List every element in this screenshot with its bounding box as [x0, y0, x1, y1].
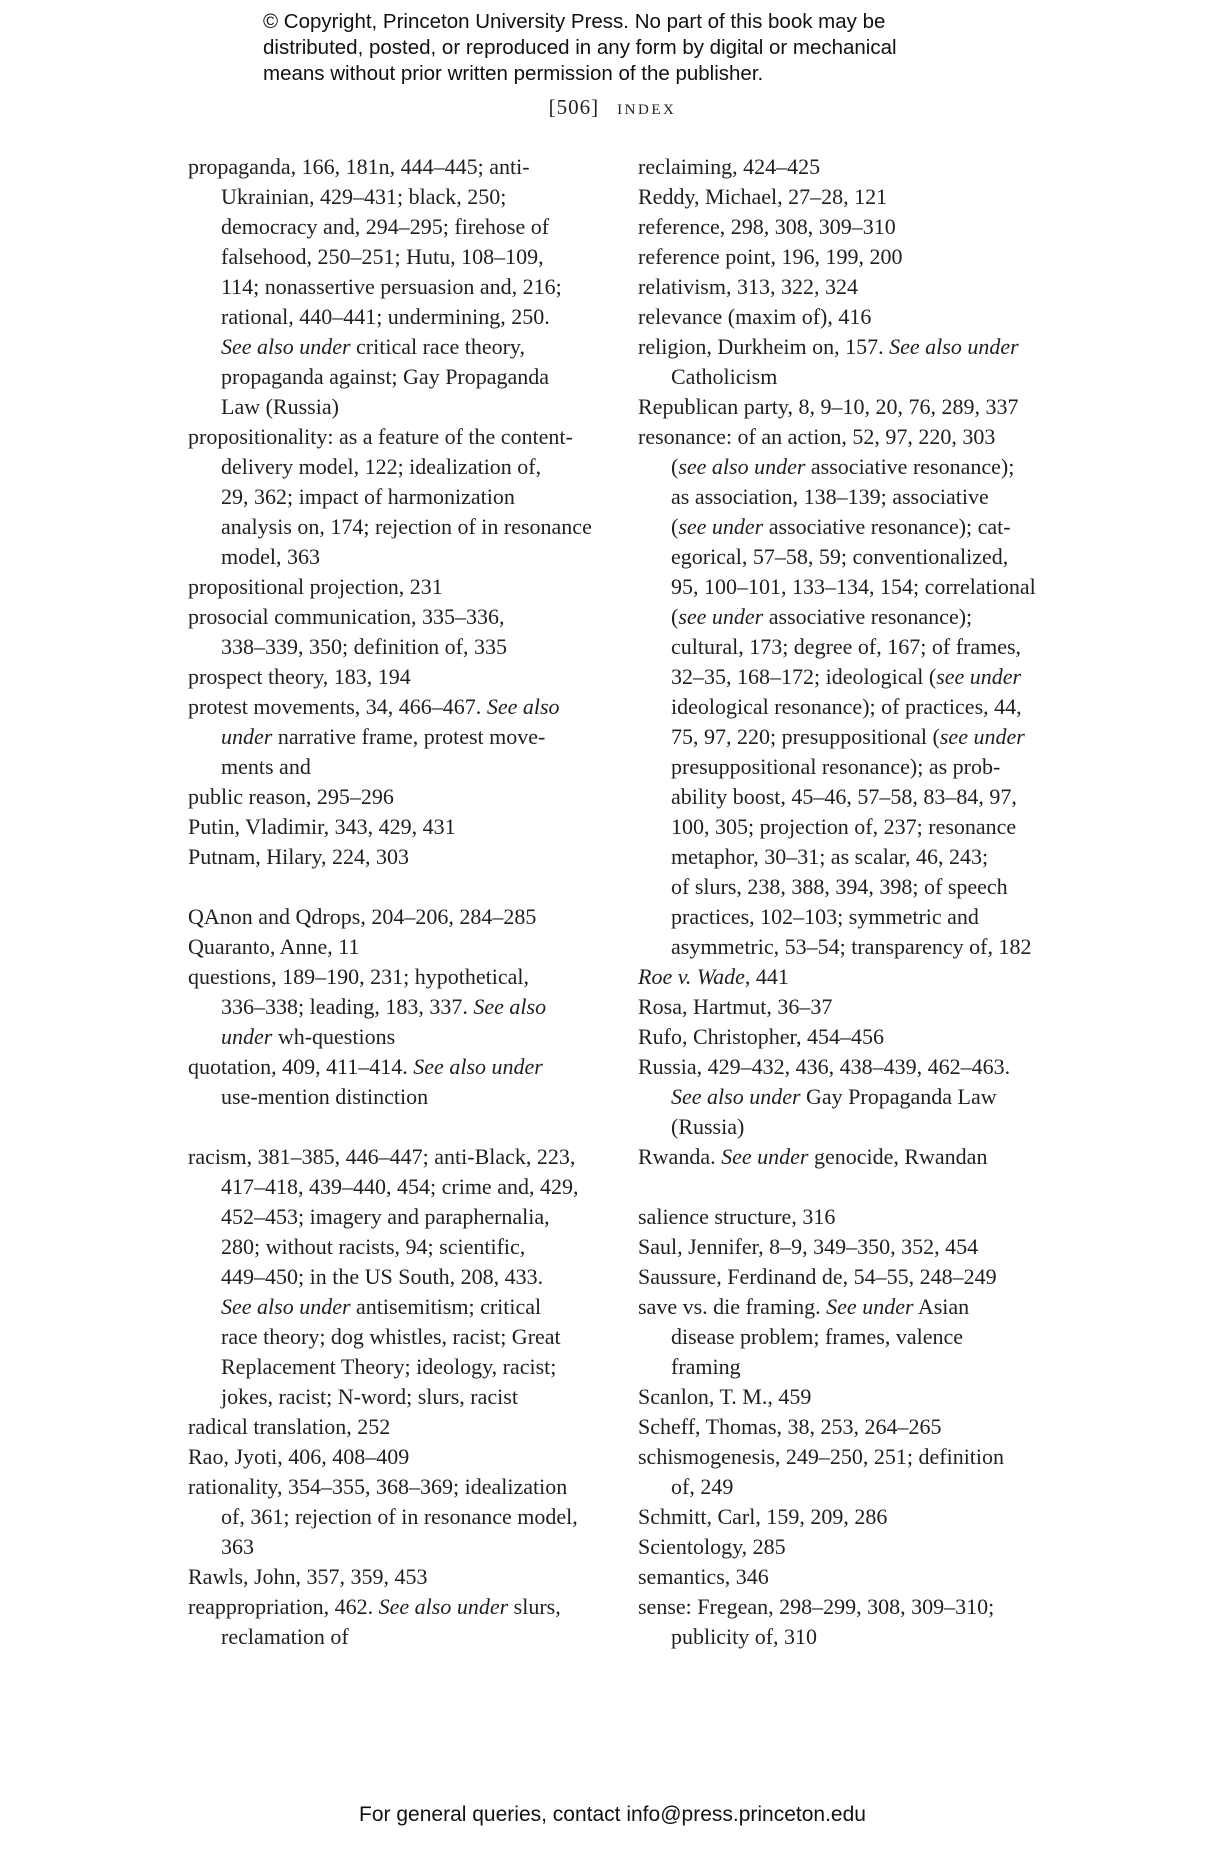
- index-entry: reference point, 196, 199, 200: [638, 244, 903, 269]
- index-entry-continuation: model, 363: [221, 544, 320, 569]
- copyright-notice: [263, 9, 983, 87]
- index-entry: racism, 381–385, 446–447; anti-Black, 223,: [188, 1144, 576, 1169]
- running-head: [0, 95, 1225, 120]
- index-entry: propaganda, 166, 181n, 444–445; anti-: [188, 154, 530, 179]
- index-entry-continuation: as association, 138–139; associative: [671, 484, 989, 509]
- index-entry-continuation: framing: [671, 1354, 741, 1379]
- index-entry: Rawls, John, 357, 359, 453: [188, 1564, 428, 1589]
- index-entry-continuation: practices, 102–103; symmetric and: [671, 904, 979, 929]
- index-entry-continuation: ability boost, 45–46, 57–58, 83–84, 97,: [671, 784, 1017, 809]
- index-entry-continuation: (see also under associative resonance);: [671, 454, 1015, 479]
- index-entry-continuation: 95, 100–101, 133–134, 154; correlational: [671, 574, 1036, 599]
- index-entry: Rosa, Hartmut, 36–37: [638, 994, 833, 1019]
- letter-group-spacer: [188, 872, 608, 902]
- index-entry-continuation: 338–339, 350; definition of, 335: [221, 634, 507, 659]
- index-entry-continuation: 336–338; leading, 183, 337. See also: [221, 994, 547, 1019]
- index-entry: religion, Durkheim on, 157. See also under: [638, 334, 1019, 359]
- index-entry-continuation: See also under antisemitism; critical: [221, 1294, 542, 1319]
- index-entry-continuation: propaganda against; Gay Propaganda: [221, 364, 550, 389]
- index-entry-continuation: analysis on, 174; rejection of in resonance: [221, 514, 592, 539]
- index-entry: quotation, 409, 411–414. See also under: [188, 1054, 543, 1079]
- index-entry: Reddy, Michael, 27–28, 121: [638, 184, 888, 209]
- index-entry: relevance (maxim of), 416: [638, 304, 872, 329]
- footer-contact: For general queries, contact info@press.princeton.edu: [359, 1803, 866, 1826]
- copyright-line: means without prior written permission of the publisher.: [263, 62, 764, 85]
- index-entry-continuation: falsehood, 250–251; Hutu, 108–109,: [221, 244, 544, 269]
- index-entry: public reason, 295–296: [188, 784, 394, 809]
- index-entry-continuation: of, 249: [671, 1474, 734, 1499]
- index-column-right: [638, 152, 1058, 1652]
- index-entry: reappropriation, 462. See also under slurs,: [188, 1594, 561, 1619]
- index-entry-continuation: use-mention distinction: [221, 1084, 429, 1109]
- index-entry: Putin, Vladimir, 343, 429, 431: [188, 814, 456, 839]
- index-entry: rationality, 354–355, 368–369; idealization: [188, 1474, 568, 1499]
- section-title: index: [617, 95, 677, 119]
- page-number: [506]: [548, 95, 600, 119]
- index-entry: Scanlon, T. M., 459: [638, 1384, 812, 1409]
- copyright-line: distributed, posted, or reproduced in any form by digital or mechanical: [263, 36, 897, 59]
- index-entry-continuation: 280; without racists, 94; scientific,: [221, 1234, 526, 1259]
- index-entry: Saul, Jennifer, 8–9, 349–350, 352, 454: [638, 1234, 979, 1259]
- index-entry-continuation: cultural, 173; degree of, 167; of frames,: [671, 634, 1022, 659]
- index-entry: semantics, 346: [638, 1564, 769, 1589]
- index-entry: sense: Fregean, 298–299, 308, 309–310;: [638, 1594, 995, 1619]
- copyright-line: © Copyright, Princeton University Press. No part of this book may be: [263, 10, 886, 33]
- index-entry-continuation: (Russia): [671, 1114, 745, 1139]
- index-entry: save vs. die framing. See under Asian: [638, 1294, 970, 1319]
- index-entry: prospect theory, 183, 194: [188, 664, 411, 689]
- index-entry-continuation: asymmetric, 53–54; transparency of, 182: [671, 934, 1032, 959]
- letter-group-spacer: [638, 1172, 1058, 1202]
- index-entry-continuation: ments and: [221, 754, 311, 779]
- index-entry: resonance: of an action, 52, 97, 220, 303: [638, 424, 996, 449]
- index-entry-continuation: 114; nonassertive persuasion and, 216;: [221, 274, 562, 299]
- index-entry: Quaranto, Anne, 11: [188, 934, 360, 959]
- index-entry: Rao, Jyoti, 406, 408–409: [188, 1444, 410, 1469]
- index-entry-continuation: 449–450; in the US South, 208, 433.: [221, 1264, 544, 1289]
- index-entry: Republican party, 8, 9–10, 20, 76, 289, 337: [638, 394, 1019, 419]
- index-entry-continuation: 29, 362; impact of harmonization: [221, 484, 515, 509]
- index-entry: Rufo, Christopher, 454–456: [638, 1024, 884, 1049]
- index-entry: Saussure, Ferdinand de, 54–55, 248–249: [638, 1264, 997, 1289]
- index-entry-continuation: presuppositional resonance); as prob-: [671, 754, 1001, 779]
- index-entry: Putnam, Hilary, 224, 303: [188, 844, 409, 869]
- index-entry: Scientology, 285: [638, 1534, 786, 1559]
- index-entry-continuation: (see under associative resonance);: [671, 604, 973, 629]
- index-column-left: [188, 152, 608, 1652]
- index-entry-continuation: 417–418, 439–440, 454; crime and, 429,: [221, 1174, 579, 1199]
- index-entry: QAnon and Qdrops, 204–206, 284–285: [188, 904, 537, 929]
- index-entry: Roe v. Wade, 441: [638, 964, 789, 989]
- index-entry-continuation: See also under Gay Propaganda Law: [671, 1084, 997, 1109]
- index-entry-continuation: Catholicism: [671, 364, 778, 389]
- index-entry-continuation: 363: [221, 1534, 254, 1559]
- index-entry-continuation: 100, 305; projection of, 237; resonance: [671, 814, 1017, 839]
- index-entry-continuation: Law (Russia): [221, 394, 339, 419]
- index-entry: Schmitt, Carl, 159, 209, 286: [638, 1504, 888, 1529]
- index-entry-continuation: of, 361; rejection of in resonance model,: [221, 1504, 578, 1529]
- index-entry-continuation: jokes, racist; N-word; slurs, racist: [221, 1384, 518, 1409]
- index-entry: propositionality: as a feature of the content-: [188, 424, 573, 449]
- index-entry: radical translation, 252: [188, 1414, 391, 1439]
- index-entry: questions, 189–190, 231; hypothetical,: [188, 964, 529, 989]
- index-entry-continuation: 32–35, 168–172; ideological (see under: [671, 664, 1022, 689]
- index-entry-continuation: ideological resonance); of practices, 44,: [671, 694, 1022, 719]
- index-entry: reference, 298, 308, 309–310: [638, 214, 896, 239]
- index-entry-continuation: under narrative frame, protest move-: [221, 724, 546, 749]
- index-entry-continuation: Ukrainian, 429–431; black, 250;: [221, 184, 507, 209]
- index-entry-continuation: reclamation of: [221, 1624, 349, 1649]
- index-entry-continuation: under wh-questions: [221, 1024, 396, 1049]
- index-entry-continuation: publicity of, 310: [671, 1624, 818, 1649]
- index-entry-continuation: disease problem; frames, valence: [671, 1324, 963, 1349]
- index-entry: salience structure, 316: [638, 1204, 836, 1229]
- index-entry-continuation: metaphor, 30–31; as scalar, 46, 243;: [671, 844, 989, 869]
- index-entry-continuation: race theory; dog whistles, racist; Great: [221, 1324, 561, 1349]
- index-entry-continuation: 452–453; imagery and paraphernalia,: [221, 1204, 550, 1229]
- index-entry-continuation: of slurs, 238, 388, 394, 398; of speech: [671, 874, 1008, 899]
- index-entry: schismogenesis, 249–250, 251; definition: [638, 1444, 1005, 1469]
- index-entry-continuation: egorical, 57–58, 59; conventionalized,: [671, 544, 1009, 569]
- letter-group-spacer: [188, 1112, 608, 1142]
- index-entry: protest movements, 34, 466–467. See also: [188, 694, 560, 719]
- index-entry: Rwanda. See under genocide, Rwandan: [638, 1144, 988, 1169]
- index-entry: Scheff, Thomas, 38, 253, 264–265: [638, 1414, 942, 1439]
- index-entry: propositional projection, 231: [188, 574, 443, 599]
- index-entry: prosocial communication, 335–336,: [188, 604, 505, 629]
- index-entry-continuation: democracy and, 294–295; firehose of: [221, 214, 550, 239]
- index-entry-continuation: delivery model, 122; idealization of,: [221, 454, 542, 479]
- index-entry-continuation: rational, 440–441; undermining, 250.: [221, 304, 550, 329]
- index-entry: relativism, 313, 322, 324: [638, 274, 858, 299]
- index-entry: Russia, 429–432, 436, 438–439, 462–463.: [638, 1054, 1011, 1079]
- index-entry-continuation: (see under associative resonance); cat-: [671, 514, 1011, 539]
- index-entry: reclaiming, 424–425: [638, 154, 821, 179]
- index-entry-continuation: See also under critical race theory,: [221, 334, 525, 359]
- index-entry-continuation: 75, 97, 220; presuppositional (see under: [671, 724, 1025, 749]
- index-entry-continuation: Replacement Theory; ideology, racist;: [221, 1354, 557, 1379]
